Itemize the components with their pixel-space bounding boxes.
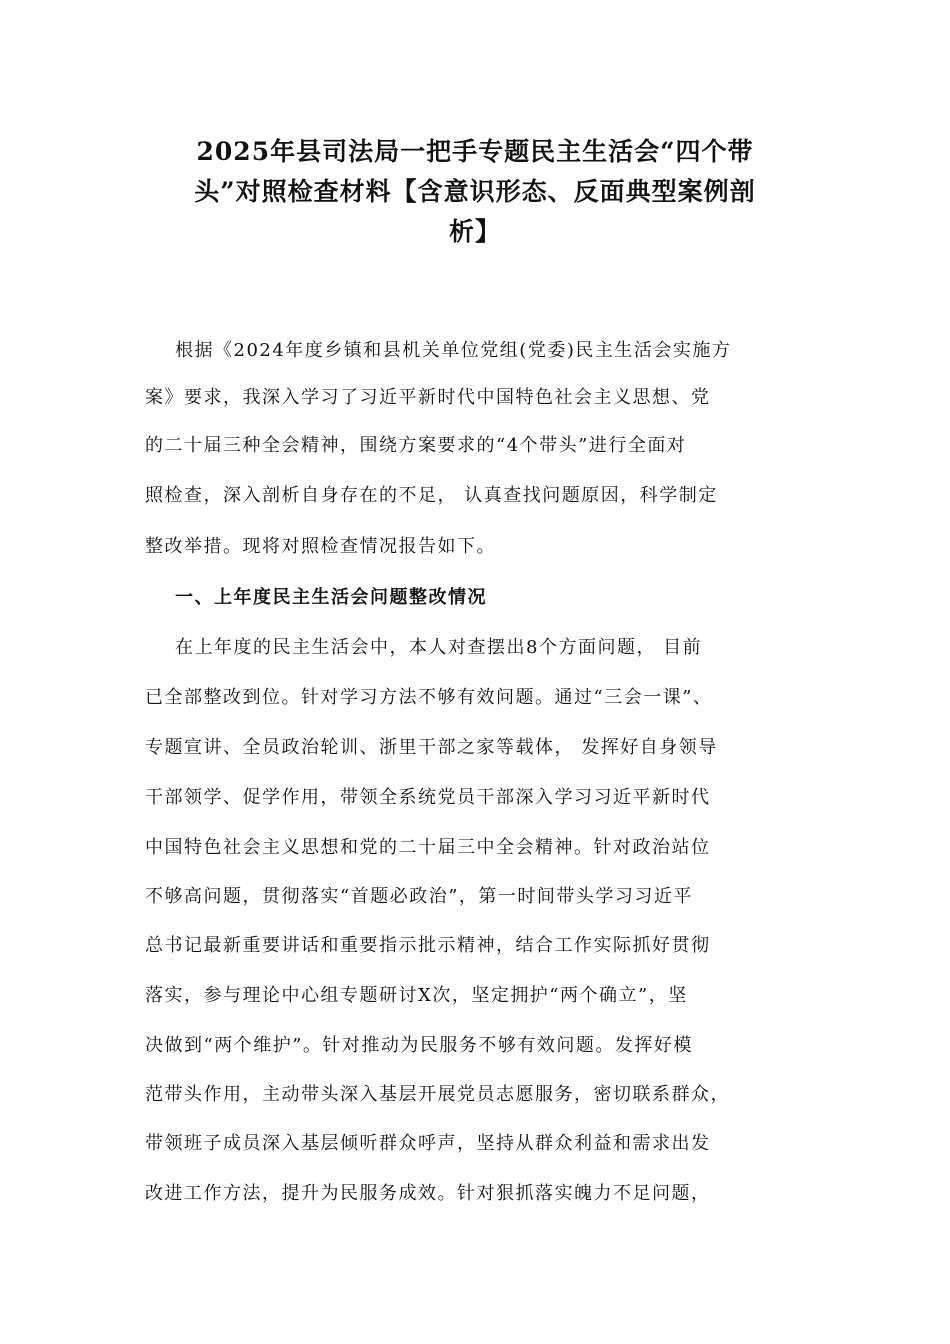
- paragraph-line: 整改举措。现将对照检查情况报告如下。: [145, 536, 496, 557]
- paragraph-line: 专题宣讲、全员政治轮训、浙里干部之家等载体， 发挥好自身领导: [145, 737, 718, 758]
- paragraph-line: 落实，参与理论中心组专题研讨X次，坚定拥护“两个确立”，坚: [145, 985, 688, 1006]
- paragraph-line: 不够高问题，贯彻落实“首题必政治”，第一时间带头学习习近平: [145, 886, 693, 907]
- title-line: 2025年县司法局一把手专题民主生活会“四个带: [196, 137, 754, 166]
- paragraph-line: 总书记最新重要讲话和重要指示批示精神，结合工作实际抓好贯彻: [145, 935, 711, 956]
- paragraph-line: 干部领学、促学作用，带领全系统党员干部深入学习习近平新时代: [145, 787, 711, 808]
- section-heading: 一、上年度民主生活会问题整改情况: [175, 587, 487, 608]
- paragraph-line: 在上年度的民主生活会中，本人对查摆出8个方面问题， 目前: [175, 637, 703, 658]
- paragraph-line: 带领班子成员深入基层倾听群众呼声，坚持从群众利益和需求出发: [145, 1133, 711, 1154]
- paragraph-line: 改进工作方法，提升为民服务成效。针对狠抓落实魄力不足问题，: [145, 1183, 711, 1204]
- paragraph-line: 中国特色社会主义思想和党的二十届三中全会精神。针对政治站位: [145, 837, 711, 858]
- paragraph-line: 已全部整改到位。针对学习方法不够有效问题。通过“三会一课”、: [145, 687, 713, 708]
- title-line: 析】: [448, 217, 501, 246]
- paragraph-line: 照检查，深入剖析自身存在的不足， 认真查找问题原因，科学制定: [145, 485, 718, 506]
- paragraph-line: 决做到“两个维护”。针对推动为民服务不够有效问题。发挥好模: [145, 1035, 693, 1056]
- title-line: 头”对照检查材料【含意识形态、反面典型案例剖: [194, 177, 756, 206]
- paragraph-line: 范带头作用，主动带头深入基层开展党员志愿服务，密切联系群众，: [145, 1084, 730, 1105]
- document-title: [150, 132, 800, 252]
- paragraph-line: 案》要求，我深入学习了习近平新时代中国特色社会主义思想、党: [145, 387, 711, 408]
- paragraph-line: 根据《2024年度乡镇和县机关单位党组(党委)民主生活会实施方: [175, 340, 732, 361]
- paragraph-line: 的二十届三种全会精神，围绕方案要求的“4个带头”进行全面对: [145, 435, 687, 456]
